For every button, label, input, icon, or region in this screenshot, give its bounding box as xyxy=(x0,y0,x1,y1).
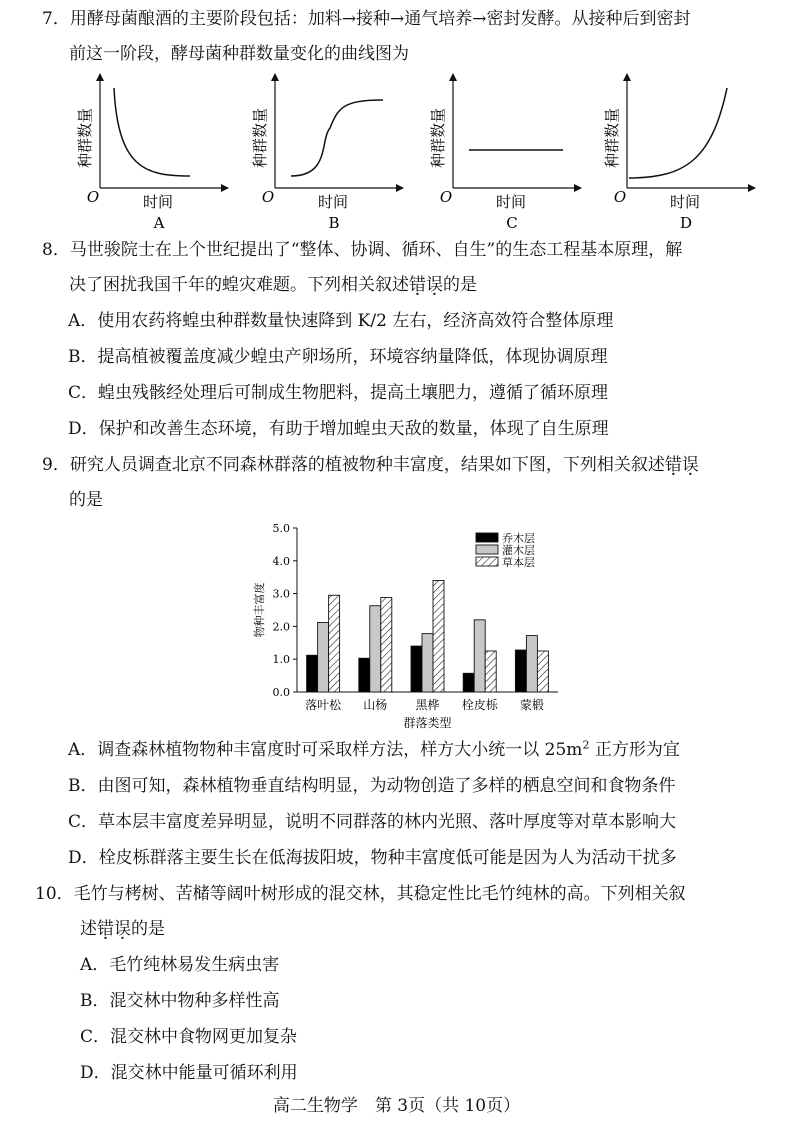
legend-label: 灌木层 xyxy=(502,544,535,557)
emphasis-dot-char: 误 xyxy=(114,919,131,939)
origin-label: O xyxy=(613,188,627,206)
emphasis-dot-char: 错 xyxy=(97,919,114,939)
x-tick-label: 蒙椴 xyxy=(519,698,544,712)
y-tick-label: 3.0 xyxy=(272,587,290,601)
q10-stem-line1: 10．毛竹与栲树、苦槠等阔叶树形成的混交林，其稳定性比毛竹纯林的高。下列相关叙 xyxy=(35,884,686,904)
legend-swatch xyxy=(476,557,498,566)
y-tick-label: 0.0 xyxy=(272,686,290,699)
legend-swatch xyxy=(476,545,498,554)
q10-stem-line2: 述错误的是 xyxy=(80,919,165,939)
y-tick-label: 2.0 xyxy=(272,620,290,634)
emphasis-dot-char: 误 xyxy=(426,275,443,295)
q9-option-a: A．调查森林植物物种丰富度时可采取样方法，样方大小统一以 $25m^2$ 正方形为宜 xyxy=(68,738,680,760)
q8-option-d: D．保护和改善生态环境，有助于增加蝗虫天敌的数量，体现了自生原理 xyxy=(68,419,609,439)
origin-label: O xyxy=(86,188,100,206)
bar-2 xyxy=(422,634,433,692)
x-tick-label: 栓皮栎 xyxy=(461,698,498,712)
bar-3 xyxy=(485,651,496,692)
q8-stem-line2: 决了困扰我国千年的蝗灾难题。下列相关叙述错误的是 xyxy=(69,275,477,295)
y-tick-label: 4.0 xyxy=(272,554,290,568)
population-curve xyxy=(114,88,190,176)
legend-label: 乔木层 xyxy=(502,532,535,545)
q10-option-d: D．混交林中能量可循环利用 xyxy=(80,1063,298,1083)
q8-stem-line1: 8．马世骏院士在上个世纪提出了“整体、协调、循环、自生”的生态工程基本原理，解 xyxy=(42,240,683,260)
bar-1 xyxy=(359,658,370,692)
y-axis-label: 种群数量 xyxy=(429,107,447,169)
bar-1 xyxy=(307,655,318,692)
q9-option-c: C．草本层丰富度差异明显，说明不同群落的林内光照、落叶厚度等对草本影响大 xyxy=(68,812,677,832)
x-axis-label: 时间 xyxy=(495,193,527,211)
q10-option-b: B．混交林中物种多样性高 xyxy=(80,991,280,1011)
bar-3 xyxy=(433,580,444,692)
graph-letter: D xyxy=(679,214,693,230)
bar-3 xyxy=(537,651,548,692)
q9-stem-line2: 的是 xyxy=(69,490,103,510)
legend-swatch xyxy=(476,533,498,542)
x-axis-label: 群落类型 xyxy=(403,716,452,730)
q7-graph-a xyxy=(76,74,228,230)
q9-option-b: B．由图可知，森林植物垂直结构明显，为动物创造了多样的栖息空间和食物条件 xyxy=(68,776,676,796)
emphasis-dot-char: 错 xyxy=(409,275,426,295)
q9-option-d: D．栓皮栎群落主要生长在低海拔阳坡，物种丰富度低可能是因为人为活动干扰多 xyxy=(68,848,677,868)
q10-option-a: A．毛竹纯林易发生病虫害 xyxy=(80,955,280,975)
q7-graph-b xyxy=(251,74,403,230)
q8-option-b: B．提高植被覆盖度减少蝗虫产卵场所，环境容纳量降低，体现协调原理 xyxy=(68,347,608,367)
x-tick-label: 山杨 xyxy=(363,698,388,712)
q8-option-a: A．使用农药将蝗虫种群数量快速降到 K/2 左右，经济高效符合整体原理 xyxy=(68,311,614,331)
x-axis-label: 时间 xyxy=(317,193,349,211)
x-axis-label: 时间 xyxy=(669,193,701,211)
q7-stem-line1: 7．用酵母菌酿酒的主要阶段包括：加料→接种→通气培养→密封发酵。从接种后到密封 xyxy=(42,9,691,29)
origin-label: O xyxy=(439,188,453,206)
q8-option-c: C．蝗虫残骸经处理后可制成生物肥料，提高土壤肥力，遵循了循环原理 xyxy=(68,383,609,403)
bar-3 xyxy=(329,595,340,692)
y-tick-label: 5.0 xyxy=(272,522,290,535)
bar-3 xyxy=(381,598,392,692)
graph-letter: B xyxy=(328,214,340,230)
page-footer: 高二生物学 第 3页（共 10页） xyxy=(272,1096,521,1116)
q7-graph-c xyxy=(429,74,581,230)
legend-label: 草本层 xyxy=(502,556,535,569)
richness-bar-chart xyxy=(245,512,575,732)
x-tick-label: 黑桦 xyxy=(415,698,440,712)
y-tick-label: 1.0 xyxy=(272,653,290,667)
y-axis-label: 物种丰富度 xyxy=(253,582,266,638)
bar-2 xyxy=(370,606,381,692)
q7-graph-d xyxy=(603,74,755,230)
bar-1 xyxy=(515,650,526,692)
population-curve xyxy=(291,100,383,176)
y-axis-label: 种群数量 xyxy=(251,107,269,169)
bar-2 xyxy=(474,620,485,692)
q9-stem-line1: 9．研究人员调查北京不同森林群落的植被物种丰富度，结果如下图，下列相关叙述错误 xyxy=(42,455,699,475)
bar-1 xyxy=(411,646,422,692)
bar-2 xyxy=(318,622,329,692)
q10-option-c: C．混交林中食物网更加复杂 xyxy=(80,1027,298,1047)
q7-stem-line2: 前这一阶段，酵母菌种群数量变化的曲线图为 xyxy=(69,44,409,64)
q7-curve-graphs xyxy=(0,70,793,230)
x-tick-label: 落叶松 xyxy=(305,698,342,712)
graph-letter: A xyxy=(153,214,165,230)
emphasis-dot-char: 错 xyxy=(664,455,682,475)
y-axis-label: 种群数量 xyxy=(76,107,94,169)
emphasis-dot-char: 误 xyxy=(681,455,699,475)
bar-1 xyxy=(463,673,474,692)
y-axis-label: 种群数量 xyxy=(603,107,621,169)
population-curve xyxy=(629,88,727,178)
origin-label: O xyxy=(261,188,275,206)
graph-letter: C xyxy=(506,214,518,230)
bar-2 xyxy=(526,636,537,692)
x-axis-label: 时间 xyxy=(142,193,174,211)
